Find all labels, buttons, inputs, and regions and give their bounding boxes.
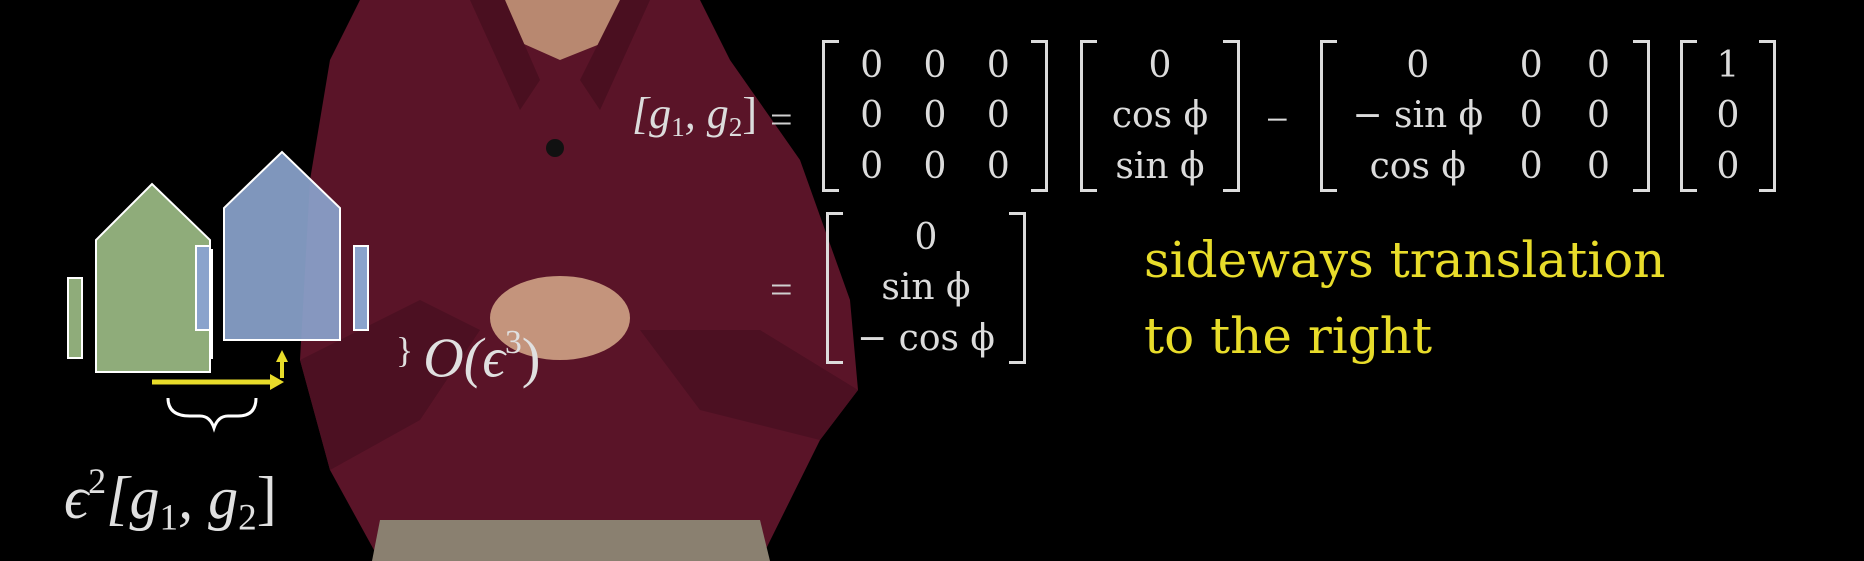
- equals-sign-2: =: [770, 267, 793, 312]
- equals-sign-1: =: [770, 97, 793, 142]
- matrix-cell: 0: [860, 146, 884, 188]
- matrix-cell: 0: [1519, 44, 1543, 86]
- blue-car: [224, 152, 340, 340]
- commutator-label: $\epsilon^2[g_1$, $g_2$]: [64, 461, 277, 539]
- small-vertical-arrow-head: [276, 350, 288, 362]
- vector-cell: sin ϕ: [881, 267, 971, 309]
- matrix-cell: 0: [1406, 44, 1430, 86]
- matrix-cell: 0: [923, 146, 947, 188]
- unit-vector: [1680, 40, 1776, 192]
- rotation-matrix: [1320, 40, 1650, 192]
- green-car: [96, 184, 210, 372]
- presenter-trousers: [372, 520, 770, 561]
- vector-cell: − cos ϕ: [857, 318, 995, 360]
- commutator-lhs: [$g_1$, $g_2$]: [632, 89, 758, 143]
- vector-cell: 1: [1716, 44, 1740, 86]
- order-term: } $O(\epsilon^3)$: [396, 324, 541, 390]
- matrix-cell: 0: [860, 95, 884, 137]
- cars-diagram: [0, 0, 420, 450]
- vector-cell: 0: [1716, 95, 1740, 137]
- matrix-cell: 0: [986, 146, 1010, 188]
- caption-line-1: sideways translation: [1144, 231, 1666, 289]
- zero-matrix: [822, 40, 1048, 192]
- matrix-cell: 0: [860, 44, 884, 86]
- order-brace: }: [396, 330, 414, 371]
- matrix-cell: 0: [1586, 44, 1610, 86]
- vector-cell: 0: [914, 216, 938, 258]
- vector-cell: sin ϕ: [1115, 146, 1205, 188]
- matrix-cell: 0: [923, 44, 947, 86]
- caption-line-2: to the right: [1144, 307, 1433, 365]
- underbrace: [168, 398, 256, 428]
- matrix-cell: − sin ϕ: [1352, 95, 1484, 137]
- matrix-cell: 0: [923, 95, 947, 137]
- minus-sign: −: [1266, 97, 1289, 142]
- matrix-cell: cos ϕ: [1369, 146, 1466, 188]
- result-vector: [826, 212, 1026, 364]
- blue-car-wheel-left: [196, 246, 210, 330]
- vector-cell: cos ϕ: [1111, 95, 1209, 137]
- matrix-cell: 0: [1519, 95, 1543, 137]
- matrix-cell: 0: [1586, 146, 1610, 188]
- green-car-wheel-left: [68, 278, 82, 358]
- caption: [1144, 222, 1666, 374]
- matrix-cell: 0: [1586, 95, 1610, 137]
- matrix-cell: 0: [1519, 146, 1543, 188]
- vector-a: [1080, 40, 1240, 192]
- matrix-cell: 0: [986, 95, 1010, 137]
- vector-cell: 0: [1716, 146, 1740, 188]
- microphone: [546, 139, 564, 157]
- matrix-cell: 0: [986, 44, 1010, 86]
- vector-cell: 0: [1148, 44, 1172, 86]
- blue-car-wheel-right: [354, 246, 368, 330]
